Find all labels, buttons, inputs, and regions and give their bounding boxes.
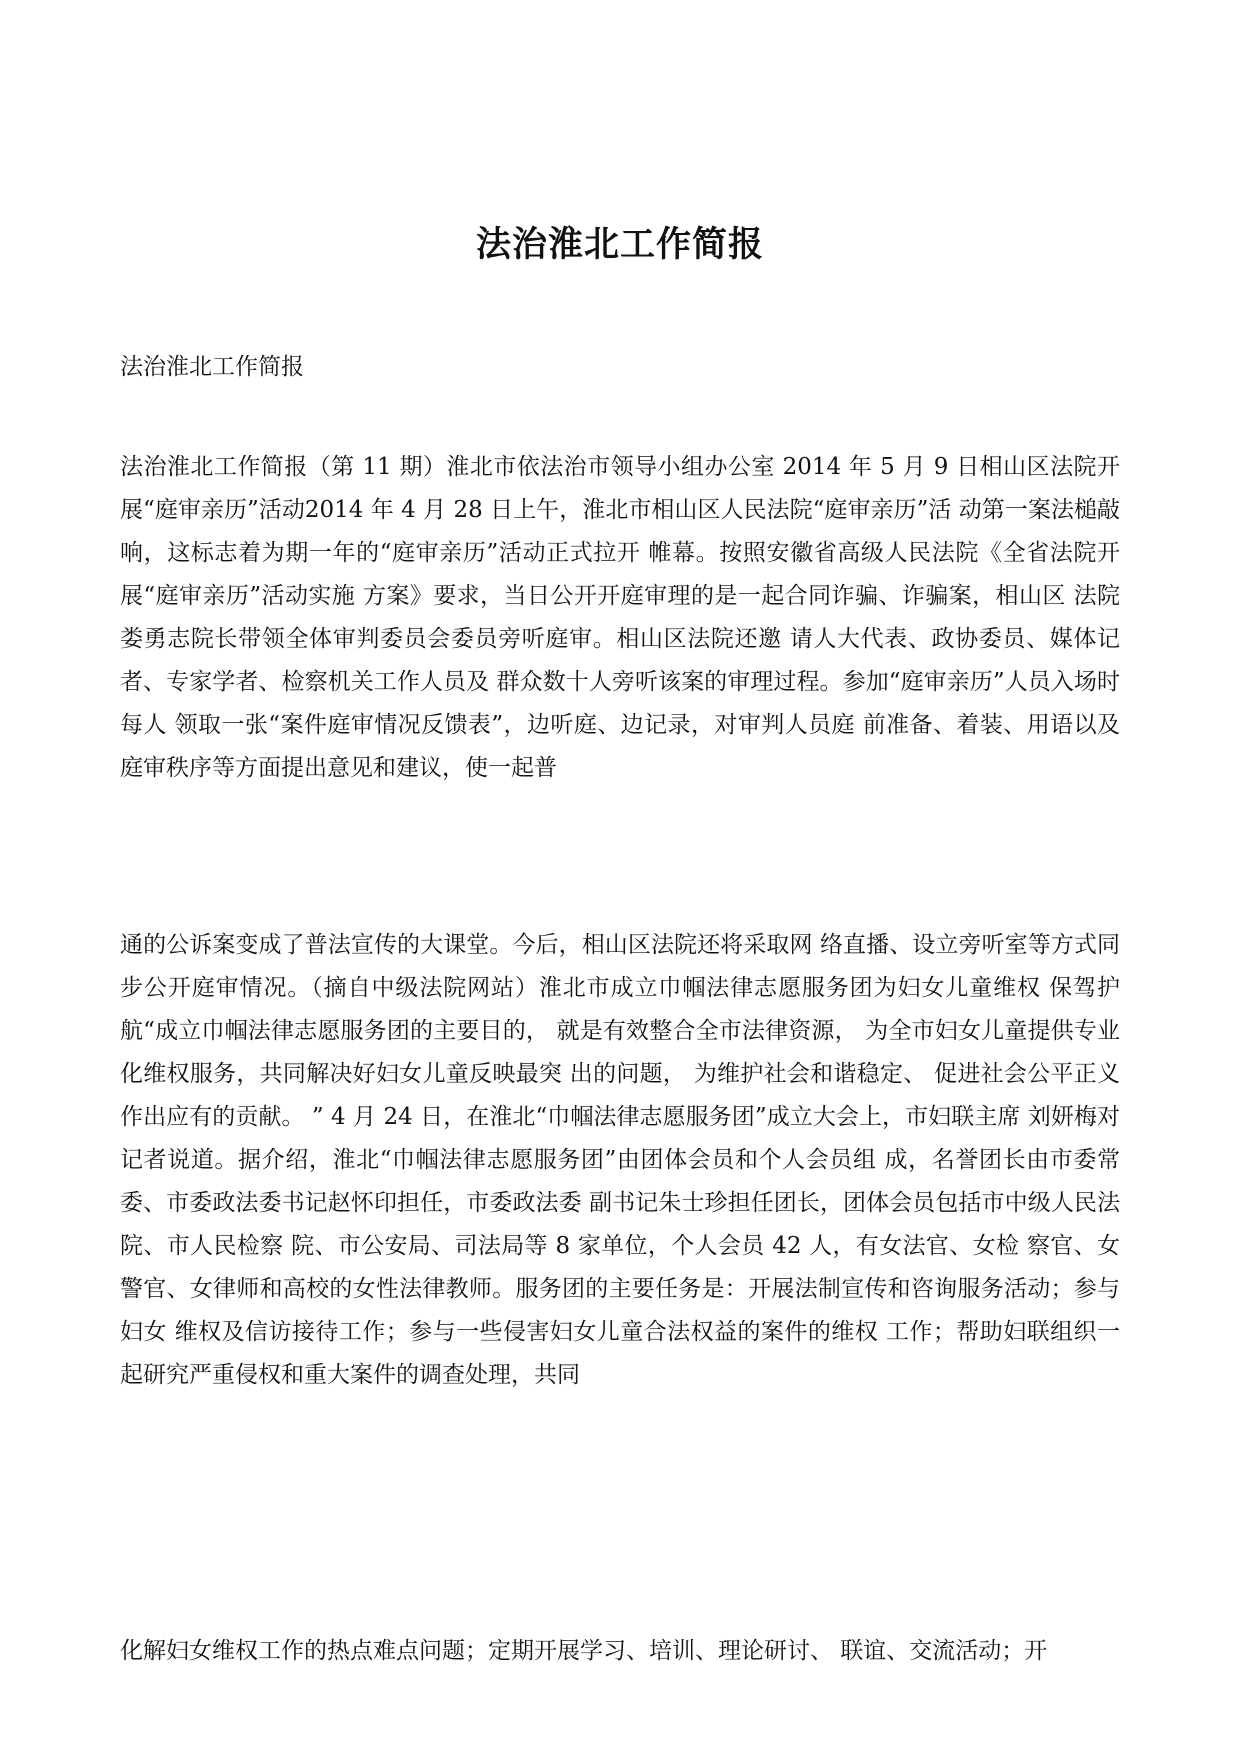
paragraph-court-trial-activity: 法治淮北工作简报（第 11 期）淮北市依法治市领导小组办公室 2014 年 5 月 9 日相山区法院开展“庭审亲历”活动2014 年 4 月 28 日上午，淮北市相山区人民法院“庭审亲历”活 动第一案法槌敲响，这标志着为期一年的“庭审亲历”活动正式拉开 帷幕。按照安徽省高级人民法院《全省法院开展“庭审亲历”活动实施 方案》要求，当日公开开庭审理的是一起合同诈骗、诈骗案，相山区 法院娄勇志院长带领全体审判委员会委员旁听庭审。相山区法院还邀 请人大代表、政协委员、媒体记者、专家学者、检察机关工作人员及 群众数十人旁听该案的审理过程。参加“庭审亲历”人员入场时每人 领取一张“案件庭审情况反馈表”，边听庭、边记录，对审判人员庭 前准备、着装、用语以及庭审秩序等方面提出意见和建议，使一起普 <box>120 454 1120 781</box>
paragraph-continuation: 化解妇女维权工作的热点难点问题；定期开展学习、培训、理论研讨、 联谊、交流活动；开 <box>120 1638 1048 1664</box>
document-subtitle: 法治淮北工作简报 <box>120 354 304 380</box>
paragraph-women-legal-volunteer-group: 通的公诉案变成了普法宣传的大课堂。今后，相山区法院还将采取网 络直播、设立旁听室等方式同步公开庭审情况。（摘自中级法院网站）淮北市成立巾帼法律志愿服务团为妇女儿童维权 保驾护航“成立巾帼法律志愿服务团的主要目的， 就是有效整合全市法律资源， 为全市妇女儿童提供专业化维权服务，共同解决好妇女儿童反映最突 出的问题， 为维护社会和谐稳定、 促进社会公平正义作出应有的贡献。 ” 4 月 24 日，在淮北“巾帼法律志愿服务团”成立大会上，市妇联主席 刘妍梅对记者说道。据介绍，淮北“巾帼法律志愿服务团”由团体会员和个人会员组 成，名誉团长由市委常委、市委政法委书记赵怀印担任，市委政法委 副书记朱士珍担任团长，团体会员包括市中级人民法院、市人民检察 院、市公安局、司法局等 8 家单位，个人会员 42 人，有女法官、女检 察官、女警官、女律师和高校的女性法律教师。服务团的主要任务是：开展法制宣传和咨询服务活动；参与妇女 维权及信访接待工作；参与一些侵害妇女儿童合法权益的案件的维权 工作；帮助妇联组织一起研究严重侵权和重大案件的调查处理，共同 <box>120 932 1120 1388</box>
page-title: 法治淮北工作简报 <box>475 224 764 265</box>
